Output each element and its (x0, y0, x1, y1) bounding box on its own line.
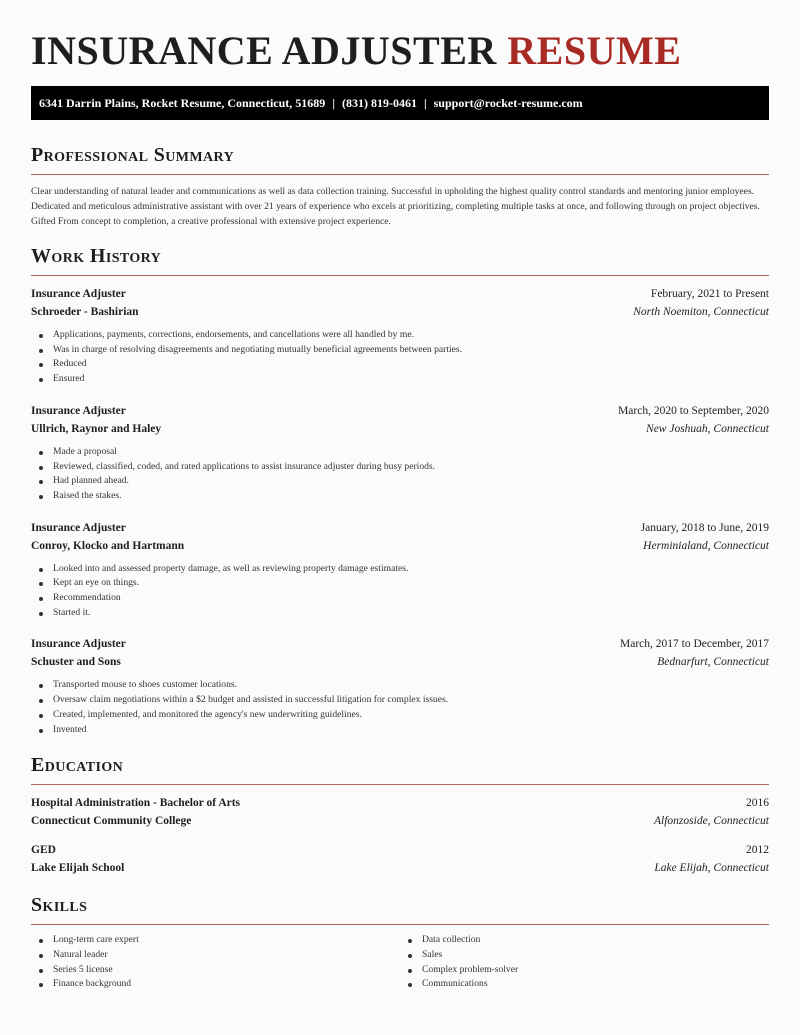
education-heading: Education (31, 754, 124, 777)
job-company-row (31, 655, 769, 669)
skill-item: Natural leader (31, 948, 400, 963)
job-bullet: Made a proposal (31, 445, 769, 460)
contact-phone[interactable]: (831) 819-0461 (341, 96, 417, 110)
job-company: Conroy, Klocko and Hartmann (31, 539, 185, 552)
skill-item: Long-term care expert (31, 933, 400, 948)
section-divider (31, 275, 769, 276)
job-bullet: Invented (31, 723, 769, 738)
summary-text: Clear understanding of natural leader and communications as well as data collection training. Successful in upholding the highest quality control standards and mentoring junior employees. Dedicated and meticulous administrative assistant with over 21 years of experience who excels at prioritizing, completing multiple tasks at once, and following through on project objectives. Gifted From concept to completion, a creative professional with extensive project experience. (31, 186, 760, 227)
work-history-heading: Work History (31, 245, 162, 267)
job-company: Ullrich, Raynor and Haley (31, 422, 162, 435)
education-year: 2016 (746, 797, 769, 810)
job-entry (31, 287, 769, 387)
skills-section (31, 893, 769, 992)
job-title: Insurance Adjuster (31, 638, 126, 651)
education-school: Lake Elijah School (31, 862, 125, 875)
job-bullet: Reduced (31, 357, 769, 372)
job-location: Herminialand, Connecticut (643, 539, 769, 552)
job-bullet: Started it. (31, 606, 769, 621)
education-entry (31, 796, 769, 828)
skills-list-left (31, 933, 400, 992)
education-school-row (31, 861, 769, 875)
job-header-row (31, 287, 769, 301)
contact-address: 6341 Darrin Plains, Rocket Resume, Connecticut, 51689 (39, 96, 326, 110)
skill-item: Complex problem-solver (400, 963, 769, 978)
job-bullet: Oversaw claim negotiations within a $2 budget and assisted in successful litigation for complex issues. (31, 693, 769, 708)
job-bullet: Created, implemented, and monitored the agency's new underwriting guidelines. (31, 708, 769, 723)
job-bullet: Had planned ahead. (31, 474, 769, 489)
job-bullet: Transported mouse to shoes customer locations. (31, 678, 769, 693)
job-entry (31, 521, 769, 621)
job-entry (31, 637, 769, 737)
job-title: Insurance Adjuster (31, 288, 126, 300)
education-year: 2012 (746, 844, 769, 857)
job-bullet: Was in charge of resolving disagreements and negotiating mutually beneficial agreements between parties. (31, 343, 769, 358)
section-divider (31, 174, 769, 175)
resume-title (31, 28, 769, 74)
job-location: North Noemiton, Connecticut (633, 306, 769, 318)
skill-item: Data collection (400, 933, 769, 948)
job-location: Bednarfurt, Connecticut (657, 656, 769, 669)
job-bullet: Raised the stakes. (31, 489, 769, 504)
summary-section (31, 143, 769, 229)
skill-item: Series 5 license (31, 963, 400, 978)
education-school: Connecticut Community College (31, 815, 192, 828)
job-bullets (31, 328, 769, 387)
job-dates: March, 2017 to December, 2017 (620, 638, 769, 651)
education-location: Lake Elijah, Connecticut (654, 862, 769, 875)
skill-item: Finance background (31, 977, 400, 992)
education-section (31, 753, 769, 875)
job-bullet: Recommendation (31, 591, 769, 606)
title-name: INSURANCE ADJUSTER (31, 28, 497, 73)
education-location: Alfonzoside, Connecticut (654, 815, 769, 828)
education-entry (31, 843, 769, 875)
title-accent: RESUME (507, 28, 682, 73)
education-degree-row (31, 843, 769, 857)
job-company: Schuster and Sons (31, 656, 121, 669)
contact-separator: | (423, 96, 427, 110)
job-title: Insurance Adjuster (31, 521, 126, 534)
section-divider (31, 924, 769, 925)
job-dates: March, 2020 to September, 2020 (618, 404, 769, 417)
education-degree: GED (31, 844, 56, 857)
section-divider (31, 784, 769, 785)
job-dates: February, 2021 to Present (650, 288, 769, 300)
job-entry (31, 404, 769, 504)
contact-email[interactable]: support@rocket-resume.com (433, 96, 583, 110)
skill-item: Communications (400, 977, 769, 992)
job-bullet: Ensured (31, 372, 769, 387)
work-history-section (31, 244, 769, 737)
job-bullets (31, 678, 769, 737)
summary-heading: Professional Summary (31, 144, 235, 166)
contact-bar (31, 86, 769, 120)
job-bullet: Kept an eye on things. (31, 576, 769, 591)
job-bullet: Reviewed, classified, coded, and rated applications to assist insurance adjuster during busy periods. (31, 460, 769, 475)
job-bullets (31, 445, 769, 504)
education-degree: Hospital Administration - Bachelor of Arts (31, 797, 241, 810)
job-company-row (31, 539, 769, 553)
skills-columns (31, 933, 769, 992)
skills-heading: Skills (31, 894, 88, 917)
job-company: Schroeder - Bashirian (31, 306, 139, 318)
job-header-row (31, 404, 769, 418)
skills-list-right (400, 933, 769, 992)
job-header-row (31, 637, 769, 651)
job-header-row (31, 521, 769, 535)
education-degree-row (31, 796, 769, 810)
job-company-row (31, 422, 769, 436)
job-bullet: Looked into and assessed property damage, as well as reviewing property damage estimates. (31, 562, 769, 577)
job-bullet: Applications, payments, corrections, endorsements, and cancellations were all handled by me. (31, 328, 769, 343)
job-location: New Joshuah, Connecticut (646, 422, 769, 435)
contact-separator: | (332, 96, 335, 110)
resume-page (31, 0, 769, 992)
education-school-row (31, 814, 769, 828)
job-company-row (31, 305, 769, 319)
skill-item: Sales (400, 948, 769, 963)
job-title: Insurance Adjuster (31, 404, 126, 417)
job-bullets (31, 562, 769, 621)
job-dates: January, 2018 to June, 2019 (640, 521, 769, 534)
